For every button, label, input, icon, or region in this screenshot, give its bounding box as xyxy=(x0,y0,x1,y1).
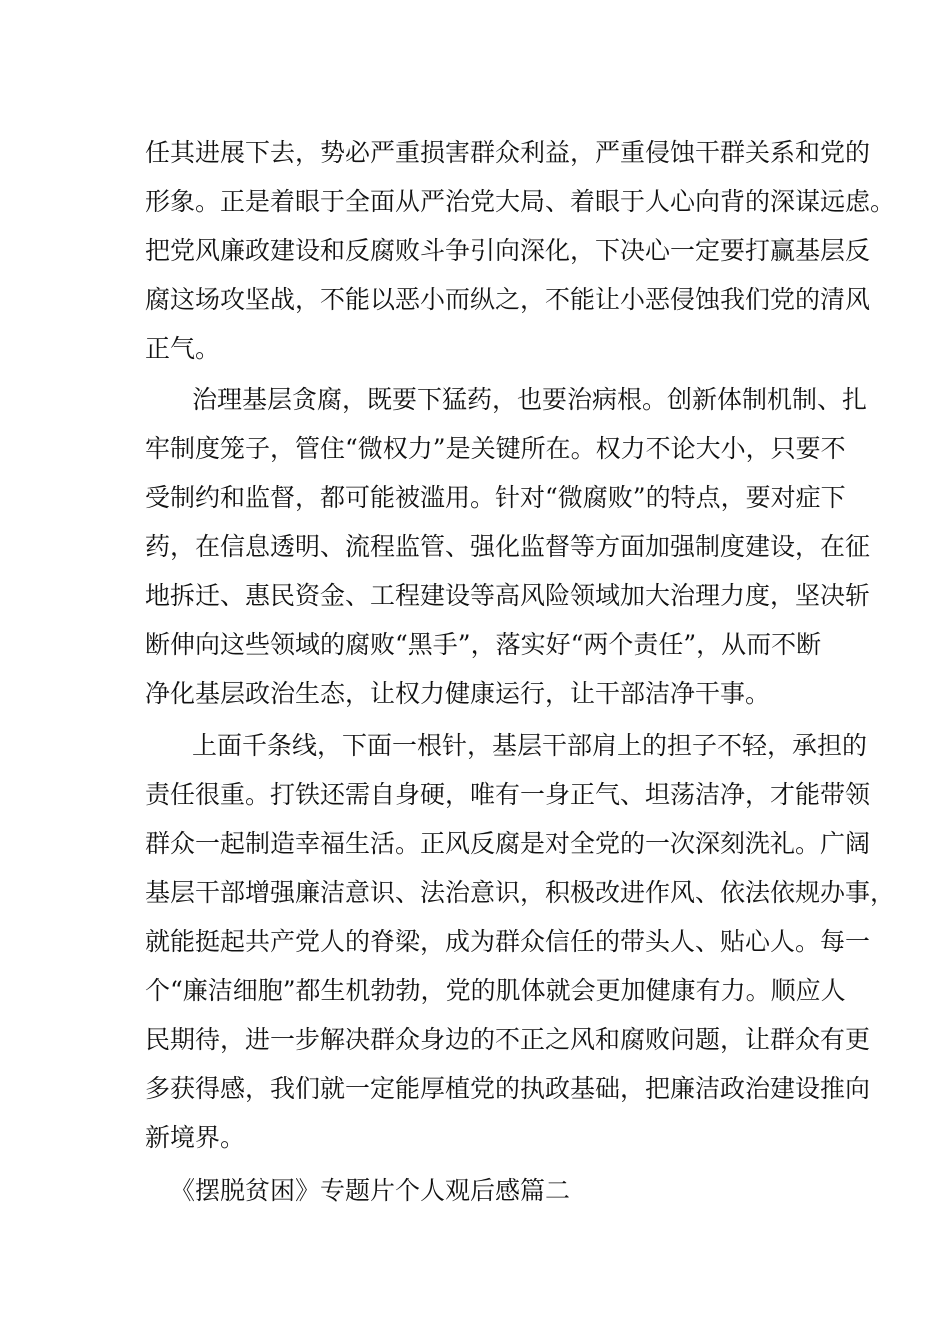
paragraph-line: 药，在信息透明、流程监管、强化监督等方面加强制度建设，在征 xyxy=(145,532,871,561)
paragraph-line: 腐这场攻坚战，不能以恶小而纵之，不能让小恶侵蚀我们党的清风 xyxy=(145,285,871,314)
paragraph-line: 就能挺起共产党人的脊梁，成为群众信任的带头人、贴心人。每一 xyxy=(145,927,871,956)
paragraph-line: 个“廉洁细胞”都生机勃勃，党的肌体就会更加健康有力。顺应人 xyxy=(145,976,846,1005)
paragraph-3 xyxy=(145,721,896,1162)
paragraph-line: 上面千条线，下面一根针，基层干部肩上的担子不轻，承担的 xyxy=(192,731,868,760)
paragraph-line: 责任很重。打铁还需自身硬，唯有一身正气、坦荡洁净，才能带领 xyxy=(145,780,871,809)
paragraph-line: 断伸向这些领域的腐败“黑手”，落实好“两个责任”，从而不断 xyxy=(145,630,822,659)
paragraph-line: 地拆迁、惠民资金、工程建设等高风险领域加大治理力度，坚决斩 xyxy=(145,581,871,610)
paragraph-line: 牢制度笼子，管住“微权力”是关键所在。权力不论大小，只要不 xyxy=(145,434,846,463)
paragraph-line: 净化基层政治生态，让权力健康运行，让干部洁净干事。 xyxy=(145,679,771,708)
paragraph-1 xyxy=(145,128,896,373)
paragraph-line: 受制约和监督，都可能被滥用。针对“微腐败”的特点，要对症下 xyxy=(145,483,846,512)
paragraph-2 xyxy=(145,375,871,718)
paragraph-line: 正气。 xyxy=(145,334,221,363)
heading-text: 《摆脱贫困》专题片个人观后感篇二 xyxy=(170,1176,571,1205)
paragraph-line: 把党风廉政建设和反腐败斗争引向深化，下决心一定要打赢基层反 xyxy=(145,236,871,265)
paragraph-line: 民期待，进一步解决群众身边的不正之风和腐败问题，让群众有更 xyxy=(145,1025,871,1054)
paragraph-line: 多获得感，我们就一定能厚植党的执政基础，把廉洁政治建设推向 xyxy=(145,1074,871,1103)
paragraph-line: 治理基层贪腐，既要下猛药，也要治病根。创新体制机制、扎 xyxy=(192,385,868,414)
paragraph-line: 新境界。 xyxy=(145,1123,246,1152)
section-heading xyxy=(145,1166,815,1215)
paragraph-line: 群众一起制造幸福生活。正风反腐是对全党的一次深刻洗礼。广阔 xyxy=(145,829,871,858)
paragraph-line: 任其进展下去，势必严重损害群众利益，严重侵蚀干群关系和党的 xyxy=(145,138,871,167)
paragraph-line: 基层干部增强廉洁意识、法治意识，积极改进作风、依法依规办事， xyxy=(145,878,896,907)
paragraph-line: 形象。正是着眼于全面从严治党大局、着眼于人心向背的深谋远虑。 xyxy=(145,187,896,216)
